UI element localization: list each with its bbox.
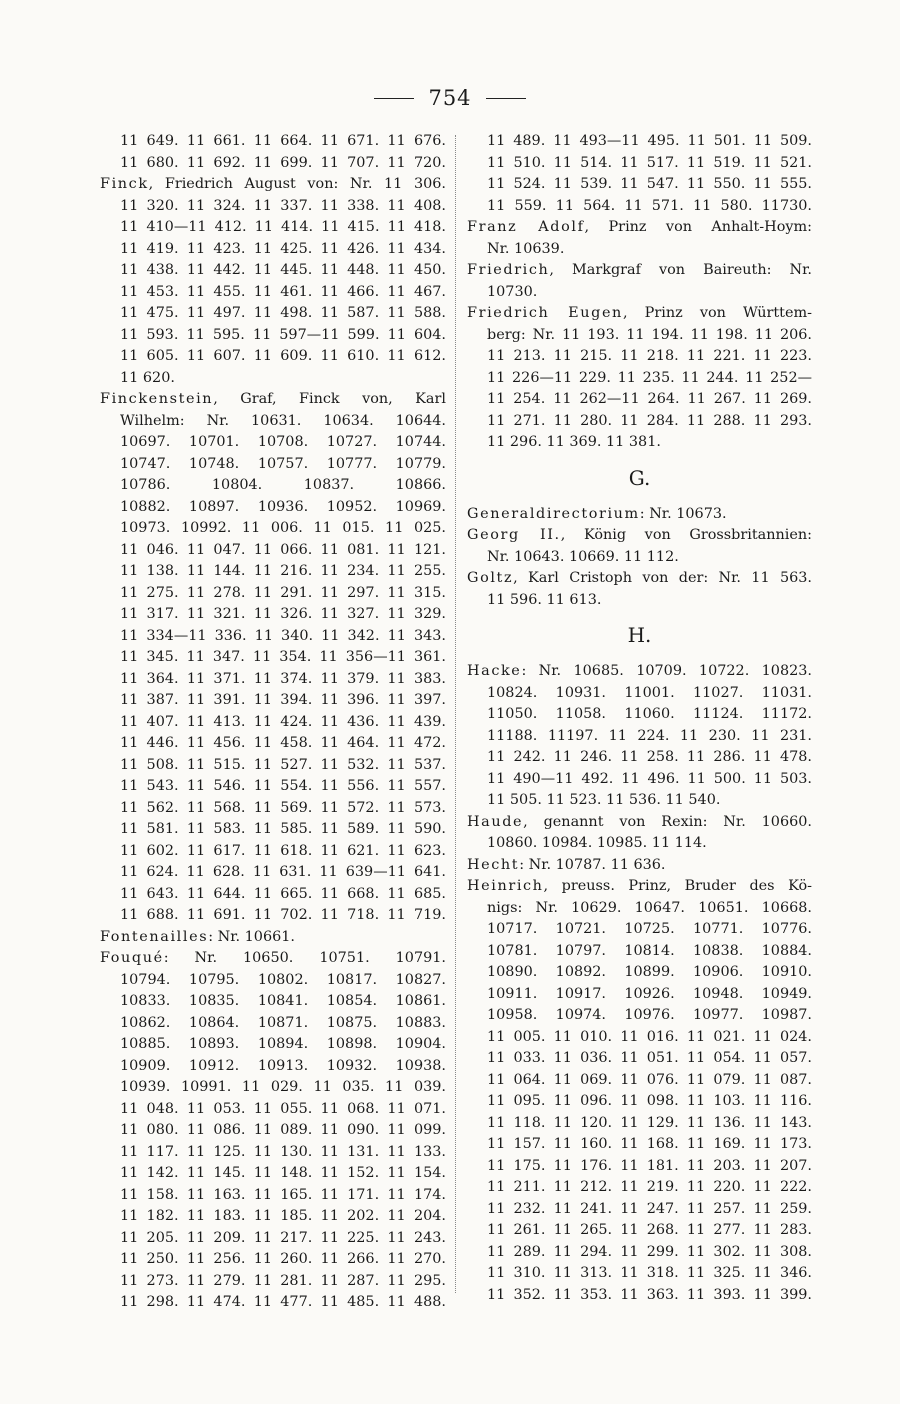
left-column bbox=[100, 131, 446, 1314]
entry-refs: 11 505. 11 523. 11 536. 11 540. bbox=[487, 792, 721, 808]
entry-refs: 11 175. 11 176. 11 181. 11 203. 11 207. bbox=[487, 1157, 812, 1174]
entry-line bbox=[467, 962, 812, 984]
entry-line bbox=[100, 1120, 446, 1142]
entry-name: Hacke bbox=[467, 663, 522, 679]
entry-name: Haude bbox=[467, 813, 524, 830]
entry-line bbox=[100, 927, 446, 949]
entry-refs: 11 438. 11 442. 11 445. 11 448. 11 450. bbox=[120, 262, 446, 278]
entry-refs: 11 157. 11 160. 11 168. 11 169. 11 173. bbox=[487, 1136, 812, 1152]
entry-refs: 10781. 10797. 10814. 10838. 10884. bbox=[487, 942, 812, 959]
entry-refs: 11 643. 11 644. 11 665. 11 668. 11 685. bbox=[120, 885, 446, 902]
entry-line bbox=[100, 239, 446, 261]
entry-name: Fouqué bbox=[100, 950, 164, 966]
entry-refs: , Prinz von Anhalt-Hoym: bbox=[584, 219, 813, 235]
entry-line bbox=[467, 346, 812, 368]
entry-refs: 11 048. 11 053. 11 055. 11 068. 11 071. bbox=[120, 1100, 446, 1117]
entry-line bbox=[100, 583, 446, 605]
entry-line bbox=[100, 647, 446, 669]
entry-line bbox=[100, 1249, 446, 1271]
entry-refs: 11 242. 11 246. 11 258. 11 286. 11 478. bbox=[487, 749, 812, 765]
entry-refs: 11 273. 11 279. 11 281. 11 287. 11 295. bbox=[120, 1272, 446, 1289]
index-entry bbox=[467, 812, 812, 855]
entry-line bbox=[100, 948, 446, 970]
entry-line bbox=[467, 790, 812, 812]
entry-name: Goltz bbox=[467, 570, 514, 586]
entry-line bbox=[467, 303, 812, 325]
entry-refs: 11 250. 11 256. 11 260. 11 266. 11 270. bbox=[120, 1251, 446, 1267]
page-number: 754 bbox=[428, 86, 472, 110]
entry-refs: , Friedrich August von: Nr. 11 306. bbox=[148, 176, 446, 192]
entry-refs: 11 593. 11 595. 11 597—11 599. 11 604. bbox=[120, 326, 446, 343]
entry-line bbox=[100, 841, 446, 863]
entry-line bbox=[100, 1185, 446, 1207]
entry-line bbox=[100, 669, 446, 691]
entry-line bbox=[100, 432, 446, 454]
entry-line bbox=[467, 368, 812, 390]
entry-refs: 11 211. 11 212. 11 219. 11 220. 11 222. bbox=[487, 1179, 812, 1195]
entry-refs: 11 345. 11 347. 11 354. 11 356—11 361. bbox=[120, 649, 446, 665]
entry-refs: Nr. 10639. bbox=[487, 240, 565, 257]
entry-refs: , Markgraf von Baireuth: Nr. bbox=[549, 262, 812, 278]
entry-refs: 11 271. 11 280. 11 284. 11 288. 11 293. bbox=[487, 412, 812, 429]
entry-line bbox=[100, 153, 446, 175]
entry-refs: : Nr. 10661. bbox=[208, 928, 296, 945]
entry-refs: 11 296. 11 369. 11 381. bbox=[487, 434, 661, 450]
entry-line bbox=[100, 991, 446, 1013]
index-entry bbox=[467, 217, 812, 260]
entry-line bbox=[467, 153, 812, 175]
page-header bbox=[0, 86, 900, 110]
entry-refs: 10833. 10835. 10841. 10854. 10861. bbox=[120, 993, 446, 1009]
section-letter: H. bbox=[627, 623, 652, 647]
entry-line bbox=[467, 174, 812, 196]
entry-line bbox=[467, 876, 812, 898]
entry-refs: berg: Nr. 11 193. 11 194. 11 198. 11 206. bbox=[487, 326, 812, 343]
entry-refs: 10794. 10795. 10802. 10817. 10827. bbox=[120, 971, 446, 988]
entry-line bbox=[467, 325, 812, 347]
entry-name: Franz Adolf bbox=[467, 219, 585, 235]
entry-line bbox=[467, 131, 812, 153]
entry-line bbox=[467, 1199, 812, 1221]
entry-line bbox=[467, 726, 812, 748]
entry-line bbox=[467, 747, 812, 769]
entry-line bbox=[467, 1156, 812, 1178]
index-entry bbox=[100, 389, 446, 927]
entry-line bbox=[100, 798, 446, 820]
entry-line bbox=[467, 1263, 812, 1285]
entry-line bbox=[467, 1134, 812, 1156]
entry-refs: 10885. 10893. 10894. 10898. 10904. bbox=[120, 1036, 446, 1052]
entry-refs: 11 317. 11 321. 11 326. 11 327. 11 329. bbox=[120, 606, 446, 622]
entry-refs: , Karl Cristoph von der: Nr. 11 563. bbox=[513, 570, 812, 586]
entry-refs: 11 289. 11 294. 11 299. 11 302. 11 308. bbox=[487, 1243, 812, 1260]
index-entry bbox=[467, 568, 812, 611]
entry-line bbox=[467, 217, 812, 239]
entry-line bbox=[467, 1285, 812, 1307]
entry-line bbox=[100, 1206, 446, 1228]
entry-line bbox=[467, 590, 812, 612]
entry-refs: 11 446. 11 456. 11 458. 11 464. 11 472. bbox=[120, 735, 446, 751]
entry-line bbox=[100, 454, 446, 476]
entry-name: Friedrich Eugen bbox=[467, 305, 623, 321]
entry-refs: : Nr. 10685. 10709. 10722. 10823. bbox=[521, 663, 812, 679]
entry-line bbox=[100, 1163, 446, 1185]
entry-line bbox=[100, 303, 446, 325]
entry-refs: 11 226—11 229. 11 235. 11 244. 11 252— bbox=[487, 369, 812, 386]
entry-name: Friedrich bbox=[467, 262, 550, 278]
entry-refs: 11 364. 11 371. 11 374. 11 379. 11 383. bbox=[120, 670, 446, 687]
entry-line bbox=[467, 1070, 812, 1092]
entry-line bbox=[100, 325, 446, 347]
entry-line bbox=[467, 984, 812, 1006]
entry-refs: 11 419. 11 423. 11 425. 11 426. 11 434. bbox=[120, 240, 446, 257]
entry-refs: 11 142. 11 145. 11 148. 11 152. 11 154. bbox=[120, 1165, 446, 1181]
entry-refs: , Graf, Finck von, Karl bbox=[213, 391, 446, 407]
index-entry bbox=[100, 948, 446, 1314]
entry-name: Finckenstein bbox=[100, 391, 214, 407]
index-entry bbox=[467, 876, 812, 1306]
entry-refs: 10890. 10892. 10899. 10906. 10910. bbox=[487, 964, 812, 980]
section-letter: G. bbox=[628, 465, 651, 490]
entry-refs: 11 046. 11 047. 11 066. 11 081. 11 121. bbox=[120, 541, 446, 558]
right-column bbox=[467, 131, 812, 1306]
entry-refs: 11 562. 11 568. 11 569. 11 572. 11 573. bbox=[120, 799, 446, 816]
index-entry bbox=[467, 661, 812, 812]
entry-line bbox=[100, 905, 446, 927]
entry-line bbox=[467, 769, 812, 791]
entry-refs: 10786. 10804. 10837. 10866. bbox=[120, 477, 446, 493]
entry-refs: 11050. 11058. 11060. 11124. 11172. bbox=[487, 706, 812, 722]
entry-line bbox=[467, 683, 812, 705]
entry-refs: 10882. 10897. 10936. 10952. 10969. bbox=[120, 498, 446, 515]
entry-refs: 11 489. 11 493—11 495. 11 501. 11 509. bbox=[487, 133, 812, 149]
entry-refs: 11 118. 11 120. 11 129. 11 136. 11 143. bbox=[487, 1114, 812, 1131]
entry-refs: 10973. 10992. 11 006. 11 015. 11 025. bbox=[120, 520, 446, 536]
entry-line bbox=[467, 504, 812, 526]
entry-line bbox=[100, 1056, 446, 1078]
entry-refs: 10747. 10748. 10757. 10777. 10779. bbox=[120, 455, 446, 472]
entry-line bbox=[100, 260, 446, 282]
entry-name: Heinrich bbox=[467, 878, 544, 894]
column-divider bbox=[455, 135, 456, 1293]
entry-refs: : Nr. 10673. bbox=[639, 505, 727, 522]
entry-refs: , Prinz von Württem- bbox=[622, 305, 812, 321]
entry-refs: , König von Grossbritannien: bbox=[560, 527, 813, 543]
entry-line bbox=[100, 1271, 446, 1293]
entry-line bbox=[100, 561, 446, 583]
entry-refs: 11 596. 11 613. bbox=[487, 591, 602, 608]
entry-refs: 11 205. 11 209. 11 217. 11 225. 11 243. bbox=[120, 1229, 446, 1246]
entry-refs: , preuss. Prinz, Bruder des Kö- bbox=[543, 878, 812, 894]
entry-refs: 11 033. 11 036. 11 051. 11 054. 11 057. bbox=[487, 1050, 812, 1066]
entry-line bbox=[100, 1142, 446, 1164]
entry-refs: : Nr. 10787. 11 636. bbox=[519, 856, 666, 873]
entry-refs: Wilhelm: Nr. 10631. 10634. 10644. bbox=[120, 412, 446, 429]
entry-line bbox=[100, 497, 446, 519]
entry-line bbox=[100, 131, 446, 153]
index-entry bbox=[467, 525, 812, 568]
entry-line bbox=[100, 475, 446, 497]
entry-refs: 11 310. 11 313. 11 318. 11 325. 11 346. bbox=[487, 1265, 812, 1281]
entry-refs: 11 453. 11 455. 11 461. 11 466. 11 467. bbox=[120, 283, 446, 300]
header-rule-left bbox=[374, 98, 414, 99]
entry-line bbox=[100, 1228, 446, 1250]
entry-refs: 11 688. 11 691. 11 702. 11 718. 11 719. bbox=[120, 907, 446, 923]
entry-refs: 11 320. 11 324. 11 337. 11 338. 11 408. bbox=[120, 197, 446, 214]
entry-line bbox=[467, 525, 812, 547]
entry-refs: 11 254. 11 262—11 264. 11 267. 11 269. bbox=[487, 391, 812, 407]
entry-line bbox=[100, 174, 446, 196]
entry-refs: 11 182. 11 183. 11 185. 11 202. 11 204. bbox=[120, 1208, 446, 1224]
entry-line bbox=[467, 1220, 812, 1242]
entry-refs: 10862. 10864. 10871. 10875. 10883. bbox=[120, 1014, 446, 1031]
entry-line bbox=[100, 282, 446, 304]
entry-line bbox=[467, 898, 812, 920]
entry-line bbox=[100, 733, 446, 755]
entry-line bbox=[100, 217, 446, 239]
entry-refs: : Nr. 10650. 10751. 10791. bbox=[163, 950, 446, 966]
entry-line bbox=[100, 1099, 446, 1121]
entry-line bbox=[467, 1177, 812, 1199]
entry-refs: 11 080. 11 086. 11 089. 11 090. 11 099. bbox=[120, 1122, 446, 1138]
index-entry bbox=[467, 303, 812, 454]
entry-refs: 11 543. 11 546. 11 554. 11 556. 11 557. bbox=[120, 778, 446, 794]
entry-name: Finck bbox=[100, 176, 149, 192]
entry-line bbox=[467, 833, 812, 855]
entry-refs: 11 232. 11 241. 11 247. 11 257. 11 259. bbox=[487, 1200, 812, 1217]
entry-refs: 10824. 10931. 11001. 11027. 11031. bbox=[487, 684, 812, 701]
entry-refs: 11 158. 11 163. 11 165. 11 171. 11 174. bbox=[120, 1186, 446, 1203]
entry-line bbox=[100, 389, 446, 411]
entry-line bbox=[467, 1005, 812, 1027]
entry-line bbox=[100, 1077, 446, 1099]
entry-refs: , genannt von Rexin: Nr. 10660. bbox=[523, 813, 812, 830]
entry-refs: 11 352. 11 353. 11 363. 11 393. 11 399. bbox=[487, 1286, 812, 1303]
entry-line bbox=[467, 411, 812, 433]
entry-refs: 11 117. 11 125. 11 130. 11 131. 11 133. bbox=[120, 1143, 446, 1160]
index-entry bbox=[467, 855, 812, 877]
entry-refs: 11 508. 11 515. 11 527. 11 532. 11 537. bbox=[120, 756, 446, 773]
entry-line bbox=[467, 919, 812, 941]
entry-refs: 11 005. 11 010. 11 016. 11 021. 11 024. bbox=[487, 1028, 812, 1045]
entry-refs: Nr. 10643. 10669. 11 112. bbox=[487, 548, 679, 565]
entry-line bbox=[467, 661, 812, 683]
entry-line bbox=[467, 1091, 812, 1113]
entry-line bbox=[467, 196, 812, 218]
entry-name: Generaldirectorium bbox=[467, 505, 640, 522]
entry-refs: 11 510. 11 514. 11 517. 11 519. 11 521. bbox=[487, 154, 812, 171]
entry-refs: 10911. 10917. 10926. 10948. 10949. bbox=[487, 985, 812, 1002]
entry-name: Georg II. bbox=[467, 527, 561, 543]
entry-line bbox=[100, 776, 446, 798]
entry-line bbox=[100, 346, 446, 368]
index-entry bbox=[100, 131, 446, 174]
entry-refs: 10909. 10912. 10913. 10932. 10938. bbox=[120, 1057, 446, 1074]
entry-refs: 10717. 10721. 10725. 10771. 10776. bbox=[487, 921, 812, 937]
entry-refs: 11 680. 11 692. 11 699. 11 707. 11 720. bbox=[120, 154, 446, 171]
entry-line bbox=[467, 704, 812, 726]
entry-line bbox=[467, 1242, 812, 1264]
entry-refs: 11 334—11 336. 11 340. 11 342. 11 343. bbox=[120, 627, 446, 644]
entry-line bbox=[100, 1013, 446, 1035]
entry-refs: 11 475. 11 497. 11 498. 11 587. 11 588. bbox=[120, 305, 446, 321]
entry-refs: 11 095. 11 096. 11 098. 11 103. 11 116. bbox=[487, 1093, 812, 1109]
entry-line bbox=[100, 862, 446, 884]
entry-refs: nigs: Nr. 10629. 10647. 10651. 10668. bbox=[487, 899, 812, 916]
entry-refs: 11 138. 11 144. 11 216. 11 234. 11 255. bbox=[120, 563, 446, 579]
entry-line bbox=[100, 518, 446, 540]
entry-line bbox=[467, 1048, 812, 1070]
entry-refs: 11 624. 11 628. 11 631. 11 639—11 641. bbox=[120, 864, 446, 880]
entry-line bbox=[100, 712, 446, 734]
index-entry bbox=[467, 504, 812, 526]
entry-line bbox=[467, 1027, 812, 1049]
entry-name: Hecht bbox=[467, 856, 520, 873]
entry-refs: 10697. 10701. 10708. 10727. 10744. bbox=[120, 434, 446, 450]
entry-line bbox=[100, 819, 446, 841]
entry-refs: 11 620. bbox=[120, 369, 175, 386]
entry-refs: 11 261. 11 265. 11 268. 11 277. 11 283. bbox=[487, 1222, 812, 1238]
entry-refs: 11 559. 11 564. 11 571. 11 580. 11730. bbox=[487, 197, 812, 214]
entry-line bbox=[100, 368, 446, 390]
entry-refs: 10730. bbox=[487, 283, 538, 300]
entry-refs: 11188. 11197. 11 224. 11 230. 11 231. bbox=[487, 727, 812, 744]
entry-refs: 11 387. 11 391. 11 394. 11 396. 11 397. bbox=[120, 692, 446, 708]
entry-line bbox=[100, 970, 446, 992]
entry-line bbox=[467, 812, 812, 834]
entry-refs: 11 524. 11 539. 11 547. 11 550. 11 555. bbox=[487, 176, 812, 192]
entry-refs: 10939. 10991. 11 029. 11 035. 11 039. bbox=[120, 1079, 446, 1095]
entry-line bbox=[467, 389, 812, 411]
entry-line bbox=[100, 540, 446, 562]
header-rule-right bbox=[486, 98, 526, 99]
entry-line bbox=[100, 196, 446, 218]
entry-line bbox=[467, 941, 812, 963]
entry-line bbox=[100, 690, 446, 712]
entry-line bbox=[467, 568, 812, 590]
entry-name: Fontenailles bbox=[100, 928, 209, 945]
entry-refs: 10860. 10984. 10985. 11 114. bbox=[487, 835, 707, 851]
index-entry bbox=[467, 260, 812, 303]
entry-line bbox=[467, 855, 812, 877]
entry-line bbox=[100, 1292, 446, 1314]
entry-refs: 11 213. 11 215. 11 218. 11 221. 11 223. bbox=[487, 348, 812, 364]
entry-line bbox=[467, 547, 812, 569]
entry-line bbox=[467, 260, 812, 282]
entry-line bbox=[100, 604, 446, 626]
entry-refs: 11 407. 11 413. 11 424. 11 436. 11 439. bbox=[120, 713, 446, 730]
entry-line bbox=[467, 282, 812, 304]
entry-refs: 11 602. 11 617. 11 618. 11 621. 11 623. bbox=[120, 842, 446, 859]
entry-refs: 11 298. 11 474. 11 477. 11 485. 11 488. bbox=[120, 1294, 446, 1310]
entry-refs: 11 410—11 412. 11 414. 11 415. 11 418. bbox=[120, 219, 446, 235]
entry-refs: 11 064. 11 069. 11 076. 11 079. 11 087. bbox=[487, 1071, 812, 1088]
entry-line bbox=[467, 1113, 812, 1135]
index-entry bbox=[100, 927, 446, 949]
entry-refs: 11 605. 11 607. 11 609. 11 610. 11 612. bbox=[120, 348, 446, 364]
entry-line bbox=[100, 1034, 446, 1056]
entry-line bbox=[100, 755, 446, 777]
entry-refs: 11 275. 11 278. 11 291. 11 297. 11 315. bbox=[120, 584, 446, 601]
entry-refs: 11 490—11 492. 11 496. 11 500. 11 503. bbox=[487, 770, 812, 787]
entry-line bbox=[467, 432, 812, 454]
entry-refs: 11 649. 11 661. 11 664. 11 671. 11 676. bbox=[120, 133, 446, 149]
index-entry bbox=[467, 131, 812, 217]
entry-line bbox=[100, 411, 446, 433]
index-entry bbox=[100, 174, 446, 389]
entry-line bbox=[100, 626, 446, 648]
entry-refs: 10958. 10974. 10976. 10977. 10987. bbox=[487, 1007, 812, 1023]
entry-line bbox=[467, 239, 812, 261]
entry-refs: 11 581. 11 583. 11 585. 11 589. 11 590. bbox=[120, 821, 446, 837]
entry-line bbox=[100, 884, 446, 906]
